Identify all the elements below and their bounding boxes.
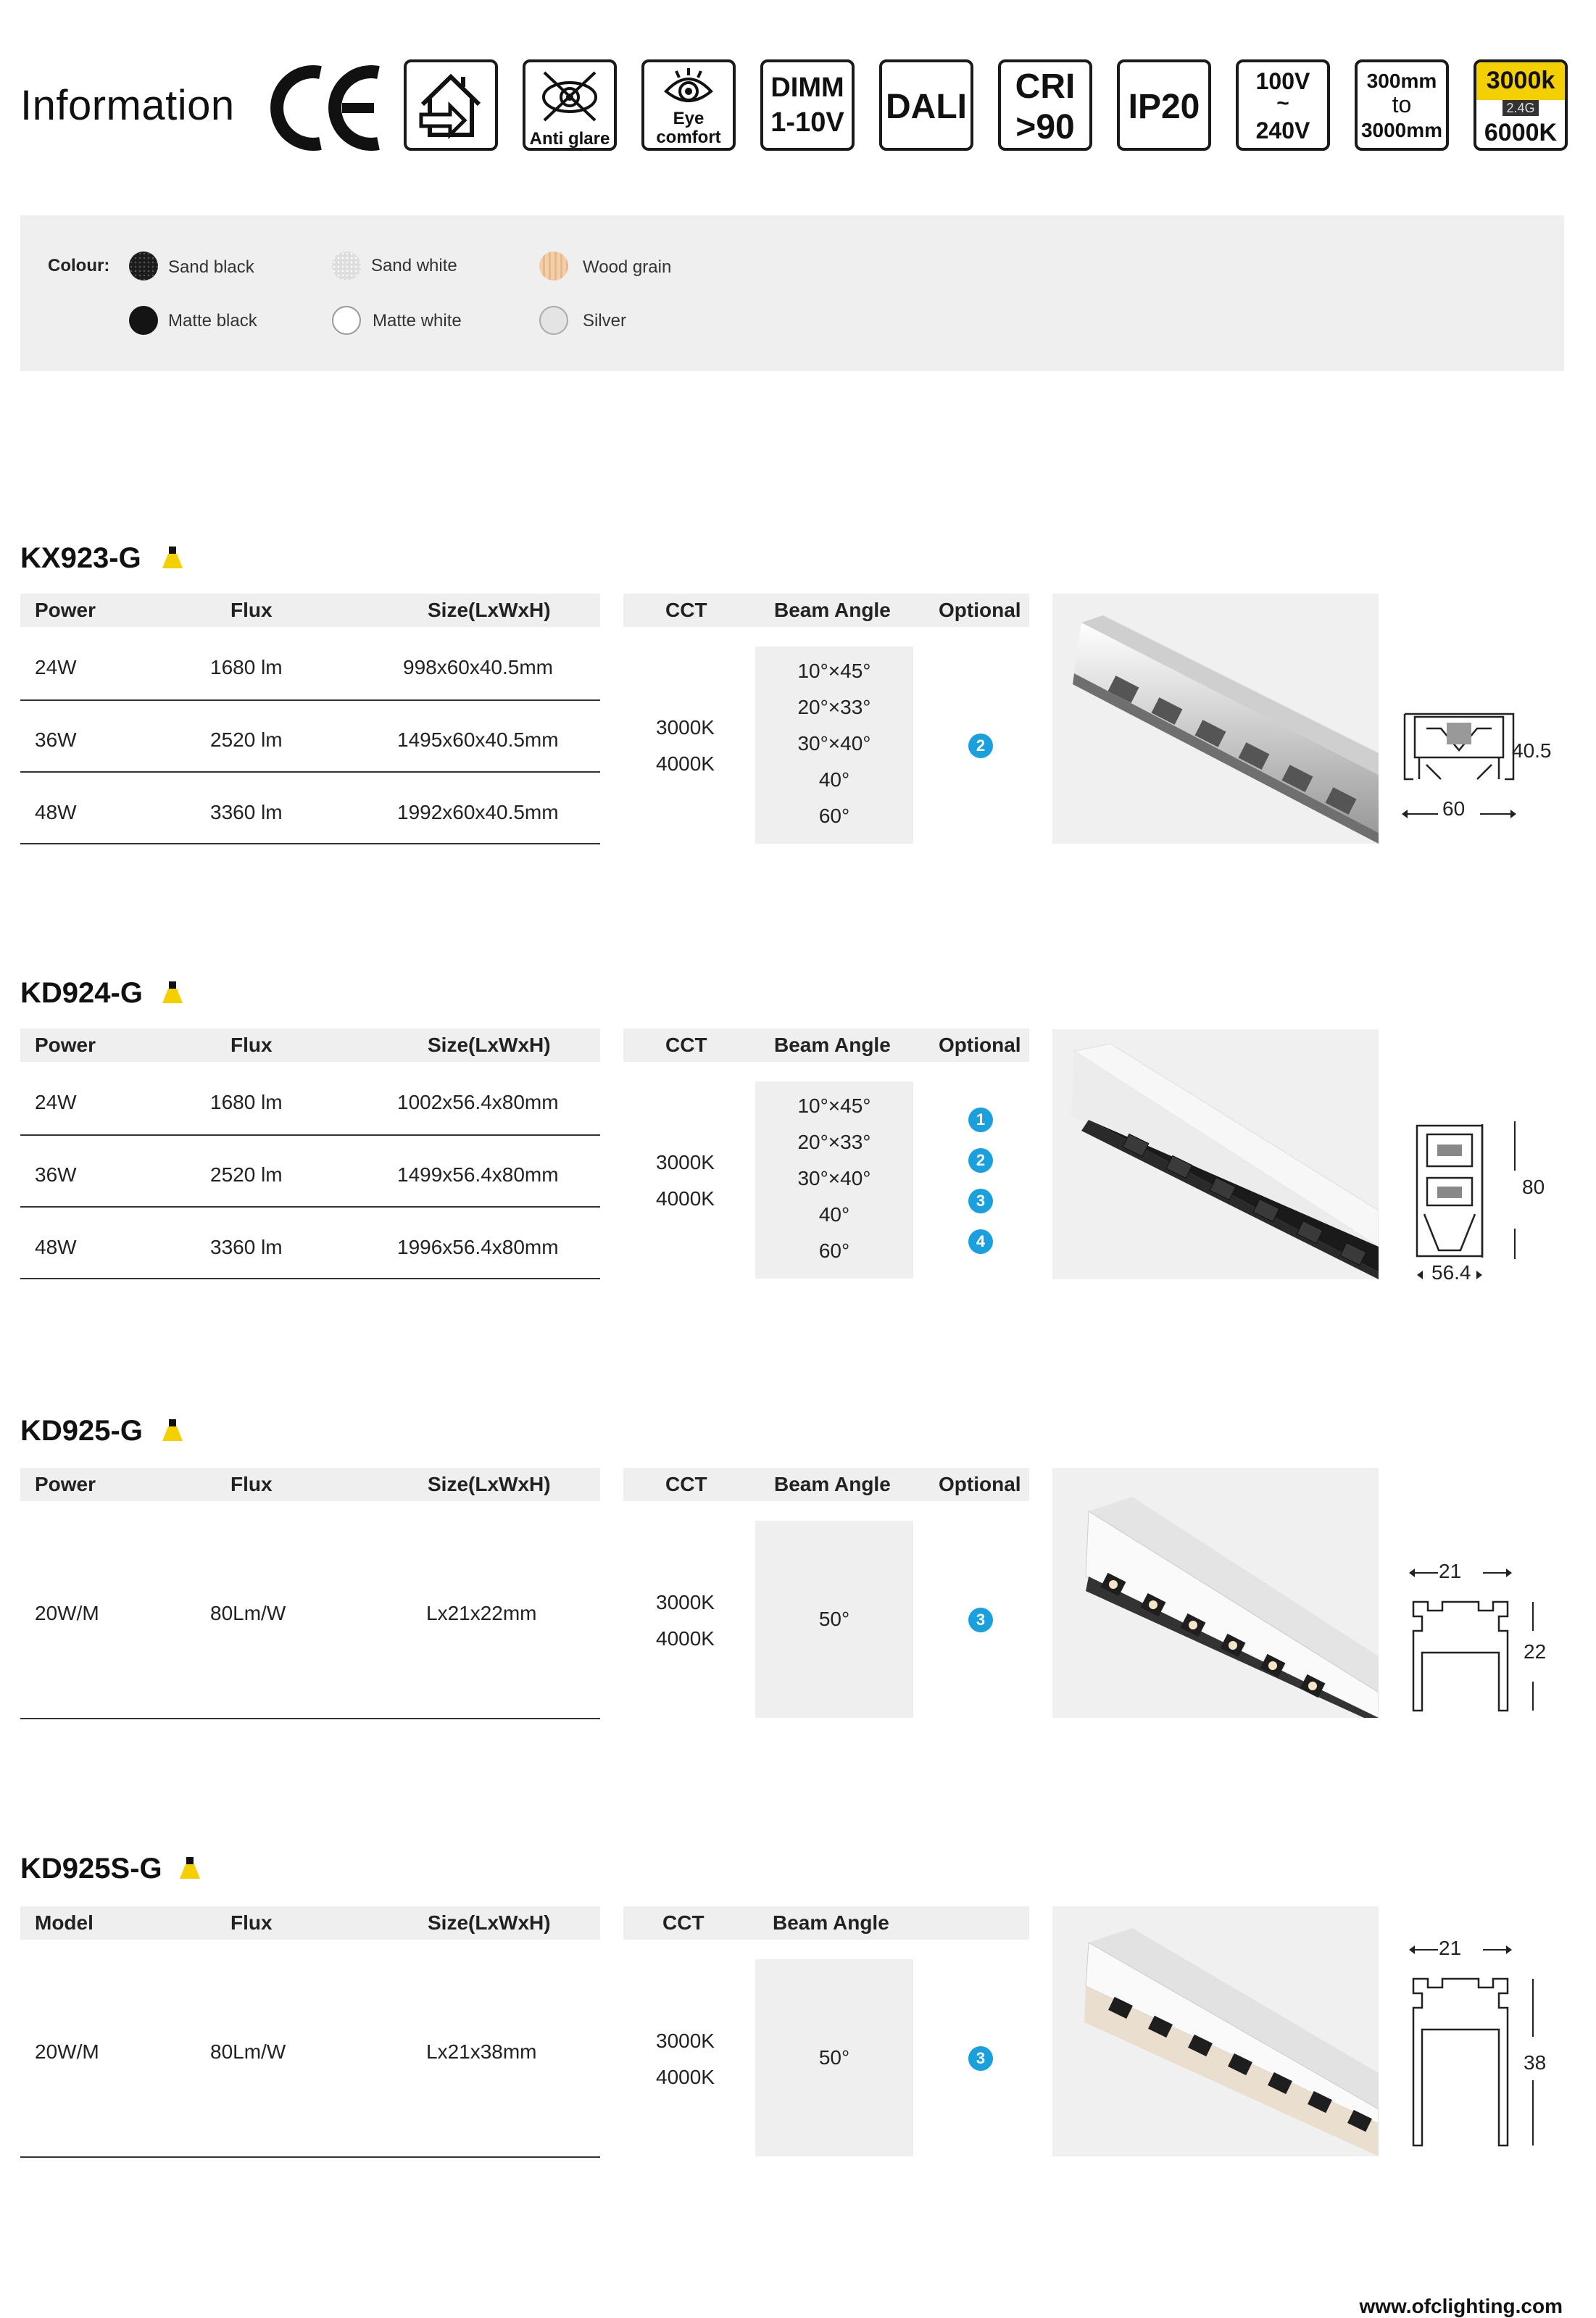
product-title: KD925-G (20, 1415, 143, 1447)
badge-cct-line2: 2.4G (1503, 100, 1539, 116)
optional-badge: 4 (968, 1229, 993, 1254)
badge-dimm-line2: 1-10V (770, 107, 844, 138)
beam-angle: 50° (818, 2046, 850, 2069)
swatch-label-matte-black: Matte black (168, 311, 257, 331)
col-header: CCT (665, 1473, 707, 1495)
dim-width: 60 (1442, 797, 1466, 820)
product-title: KX923-G (20, 542, 141, 574)
colour-label: Colour: (48, 256, 110, 275)
cell-power: 48W (35, 801, 77, 823)
lamp-icon (159, 1418, 186, 1442)
badge-cct-line3: 6000K (1484, 119, 1558, 146)
row-divider (20, 1718, 600, 1719)
cell-cct: 4000K (656, 2066, 715, 2088)
cell-flux: 3360 lm (210, 801, 283, 823)
row-divider (20, 1206, 600, 1208)
cell-model: 20W/M (35, 2040, 99, 2063)
cell-size: 1996x56.4x80mm (397, 1236, 559, 1258)
cell-size: Lx21x22mm (426, 1602, 537, 1624)
beam-angle: 30°×40° (797, 732, 871, 755)
product-photo (1052, 1029, 1379, 1279)
cell-flux: 2520 lm (210, 1163, 283, 1186)
optional-badge: 3 (968, 2046, 993, 2071)
col-header: Size(LxWxH) (428, 1034, 551, 1056)
col-header: Size(LxWxH) (428, 599, 551, 621)
cell-size: 1499x56.4x80mm (397, 1163, 559, 1186)
optional-badge: 3 (968, 1608, 993, 1632)
row-divider (20, 1278, 600, 1279)
optional-badge: 2 (968, 1148, 993, 1173)
product-title: KD924-G (20, 977, 143, 1009)
cross-section-drawing (1406, 1935, 1551, 2153)
row-divider (20, 771, 600, 773)
fixture-image (1052, 1468, 1379, 1718)
badge-eye-line2: comfort (656, 128, 721, 147)
dim-height: 22 (1524, 1640, 1547, 1663)
badge-cri (998, 59, 1092, 151)
beam-angle: 10°×45° (797, 1094, 871, 1117)
badge-voltage-line3: 240V (1255, 117, 1310, 144)
house-arrow-icon (407, 62, 495, 148)
cell-flux: 3360 lm (210, 1236, 283, 1258)
col-header: Size(LxWxH) (428, 1473, 551, 1495)
badge-cct (1474, 59, 1568, 151)
beam-angle: 40° (818, 768, 850, 791)
badge-dimm (760, 59, 855, 151)
product-title: KD925S-G (20, 1853, 162, 1885)
badge-dali-label: DALI (886, 88, 967, 126)
beam-angle: 20°×33° (797, 1131, 871, 1153)
cell-cct: 4000K (656, 1627, 715, 1650)
row-divider (20, 699, 600, 701)
fixture-image (1052, 594, 1379, 844)
dim-width: 56.4 (1431, 1261, 1471, 1284)
cross-section-drawing (1406, 1558, 1551, 1718)
swatch-sand-white (332, 252, 361, 281)
swatch-label-silver: Silver (583, 311, 627, 331)
cell-power: 24W (35, 1091, 77, 1113)
col-header: Optional (939, 1473, 1021, 1495)
cell-size: 1992x60x40.5mm (397, 801, 559, 823)
dim-width: 21 (1439, 1937, 1462, 1959)
col-header: Flux (230, 1034, 273, 1056)
col-header: Flux (230, 1473, 273, 1495)
badge-ip20 (1117, 59, 1211, 151)
col-header: Beam Angle (774, 1034, 891, 1056)
beam-angle: 60° (818, 805, 850, 827)
dim-height: 80 (1522, 1176, 1545, 1198)
anti-glare-icon (525, 65, 614, 123)
cell-cct: 3000K (656, 1151, 715, 1173)
col-header: CCT (665, 599, 707, 621)
badge-eye-comfort (641, 59, 736, 151)
lamp-icon (177, 1856, 203, 1880)
cell-power: 36W (35, 1163, 77, 1186)
cell-power: 36W (35, 728, 77, 751)
badge-cri-line1: CRI (1015, 67, 1076, 106)
swatch-sand-black (129, 252, 158, 281)
swatch-label-wood-grain: Wood grain (583, 257, 672, 277)
beam-angle: 30°×40° (797, 1167, 871, 1189)
badge-dimm-line1: DIMM (770, 72, 844, 103)
row-divider (20, 1134, 600, 1136)
badge-dali (879, 59, 973, 151)
col-header: Beam Angle (774, 599, 891, 621)
swatch-matte-white (332, 306, 361, 335)
col-header: Optional (939, 1034, 1021, 1056)
cell-flux: 1680 lm (210, 1091, 283, 1113)
col-header: CCT (662, 1911, 705, 1934)
badge-cct-line1: 3000k (1486, 67, 1555, 94)
cell-cct: 3000K (656, 716, 715, 739)
cell-cct: 3000K (656, 1591, 715, 1613)
badge-voltage (1236, 59, 1330, 151)
badge-anti-glare-label: Anti glare (529, 129, 610, 149)
cell-size: 998x60x40.5mm (403, 656, 554, 678)
cell-cct: 4000K (656, 1187, 715, 1210)
cell-flux: 1680 lm (210, 656, 283, 678)
cell-power: 20W/M (35, 1602, 99, 1624)
product-photo (1052, 1468, 1379, 1718)
ce-mark-icon (270, 65, 386, 151)
footer-url[interactable]: www.ofclighting.com (1359, 2295, 1563, 2317)
optional-badge: 3 (968, 1189, 993, 1213)
cell-size: 1495x60x40.5mm (397, 728, 559, 751)
product-photo (1052, 594, 1379, 844)
cell-power: 24W (35, 656, 77, 678)
col-header: Optional (939, 599, 1021, 621)
cell-flux: 80Lm/W (210, 1602, 286, 1624)
beam-angle: 10°×45° (797, 660, 871, 682)
col-header: Beam Angle (773, 1911, 889, 1934)
col-header: Flux (230, 1911, 273, 1934)
badge-anti-glare (523, 59, 617, 151)
swatch-silver (539, 306, 568, 335)
swatch-wood-grain (539, 252, 568, 281)
fixture-image (1052, 1029, 1379, 1279)
beam-angle: 50° (818, 1608, 850, 1630)
col-header: Power (35, 1034, 96, 1056)
dim-width: 21 (1439, 1560, 1462, 1582)
colour-panel (20, 215, 1564, 371)
badge-ip20-label: IP20 (1128, 88, 1200, 126)
swatch-label-matte-white: Matte white (373, 311, 462, 331)
cell-power: 48W (35, 1236, 77, 1258)
beam-angle: 20°×33° (797, 696, 871, 718)
cell-flux: 80Lm/W (210, 2040, 286, 2063)
badge-cri-line2: >90 (1015, 108, 1075, 146)
col-header: Power (35, 1473, 96, 1495)
col-header: CCT (665, 1034, 707, 1056)
badge-length-line2: to (1392, 91, 1412, 117)
dim-height: 38 (1524, 2051, 1547, 2074)
row-divider (20, 843, 600, 844)
badge-length-line3: 3000mm (1360, 119, 1443, 141)
optional-badge: 2 (968, 734, 993, 758)
col-header: Model (35, 1911, 93, 1934)
optional-badge: 1 (968, 1108, 993, 1132)
cell-flux: 2520 lm (210, 728, 283, 751)
cell-size: Lx21x38mm (426, 2040, 537, 2063)
badge-length (1355, 59, 1449, 151)
col-header: Power (35, 599, 96, 621)
badge-eye-line1: Eye (673, 109, 705, 128)
beam-angle: 40° (818, 1203, 850, 1226)
col-header: Beam Angle (774, 1473, 891, 1495)
cell-cct: 3000K (656, 2030, 715, 2052)
dim-height: 40.5 (1512, 739, 1552, 762)
swatch-label-sand-black: Sand black (168, 257, 254, 277)
lamp-icon (159, 545, 186, 570)
swatch-matte-black (129, 306, 158, 335)
row-divider (20, 2156, 600, 2158)
col-header: Size(LxWxH) (428, 1911, 551, 1934)
col-header: Flux (230, 599, 273, 621)
cell-cct: 4000K (656, 752, 715, 775)
page-title: Information (20, 82, 235, 129)
lamp-icon (159, 980, 186, 1005)
badge-house-arrow (404, 59, 498, 151)
fixture-image (1052, 1906, 1379, 2156)
cell-size: 1002x56.4x80mm (397, 1091, 559, 1113)
swatch-label-sand-white: Sand white (371, 256, 457, 275)
badge-length-line1: 300mm (1366, 70, 1437, 92)
badge-voltage-line2: ~ (1276, 91, 1289, 115)
product-photo (1052, 1906, 1379, 2156)
beam-angle: 60° (818, 1239, 850, 1262)
badge-voltage-line1: 100V (1255, 68, 1310, 94)
eye-icon (644, 64, 733, 112)
